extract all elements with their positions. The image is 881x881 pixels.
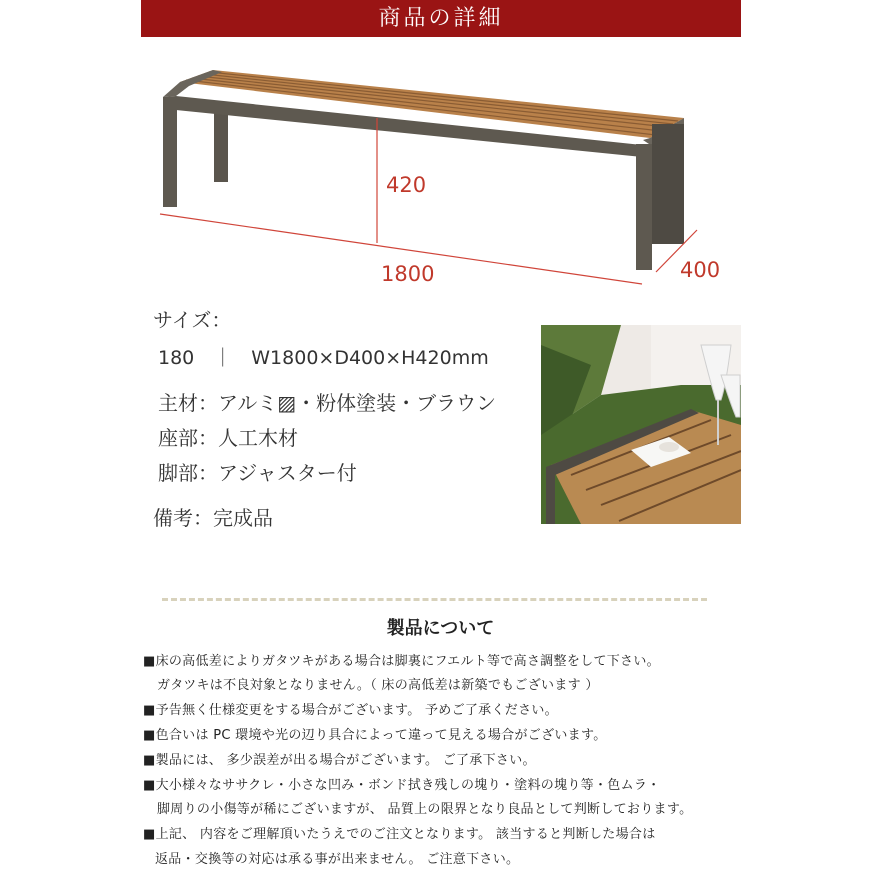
bench-leg-front-right	[636, 144, 652, 270]
section-header: 商品の詳細	[141, 0, 741, 37]
size-value: 180 ｜ W1800×D400×H420mm	[158, 347, 489, 369]
seat-material: 座部：人工木材	[158, 426, 298, 450]
main-material: 主材：アルミ▨・粉体塗装・ブラウン	[158, 391, 497, 415]
product-photo	[541, 325, 741, 524]
product-notes-title: 製品について	[386, 618, 495, 639]
remarks: 備考：完成品	[153, 506, 273, 530]
bench-side-right	[652, 124, 684, 244]
note-line: ■上記、 内容をご理解頂いたうえでのご注文となります。 該当すると判断した場合は	[143, 827, 656, 842]
note-line: ■製品には、 多少誤差が出る場合がございます。 ご了承下さい。	[143, 753, 536, 768]
leg-spec: 脚部：アジャスター付	[158, 461, 357, 485]
note-line: ■予告無く仕様変更をする場合がございます。 予めご了承ください。	[143, 703, 558, 718]
dashed-divider	[162, 598, 707, 601]
bench-leg-front-left	[163, 97, 177, 207]
note-line: ■色合いは PC 環境や光の辺り具合によって違って見える場合がございます。	[143, 728, 607, 743]
note-line: 脚周りの小傷等が稀にございますが、 品質上の限界となり良品として判断しております。	[157, 802, 693, 817]
note-line: ガタツキは不良対象となりません。（ 床の高低差は新築でもございます ）	[157, 678, 599, 693]
note-line: ■床の高低差によりガタツキがある場合は脚裏にフエルト等で高さ調整をして下さい。	[143, 654, 660, 669]
height-label: 420	[386, 173, 427, 197]
width-label: 1800	[381, 262, 435, 286]
note-line: 返品・交換等の対応は承る事が出来ません。 ご注意下さい。	[155, 852, 520, 867]
depth-label: 400	[680, 258, 721, 282]
size-label: サイズ：	[153, 308, 232, 332]
note-line: ■大小様々なササクレ・小さな凹み・ボンド拭き残しの塊り・塗料の塊り等・色ムラ・	[143, 778, 661, 793]
bench-leg-back-left	[214, 110, 228, 182]
bench-diagram	[0, 0, 881, 300]
